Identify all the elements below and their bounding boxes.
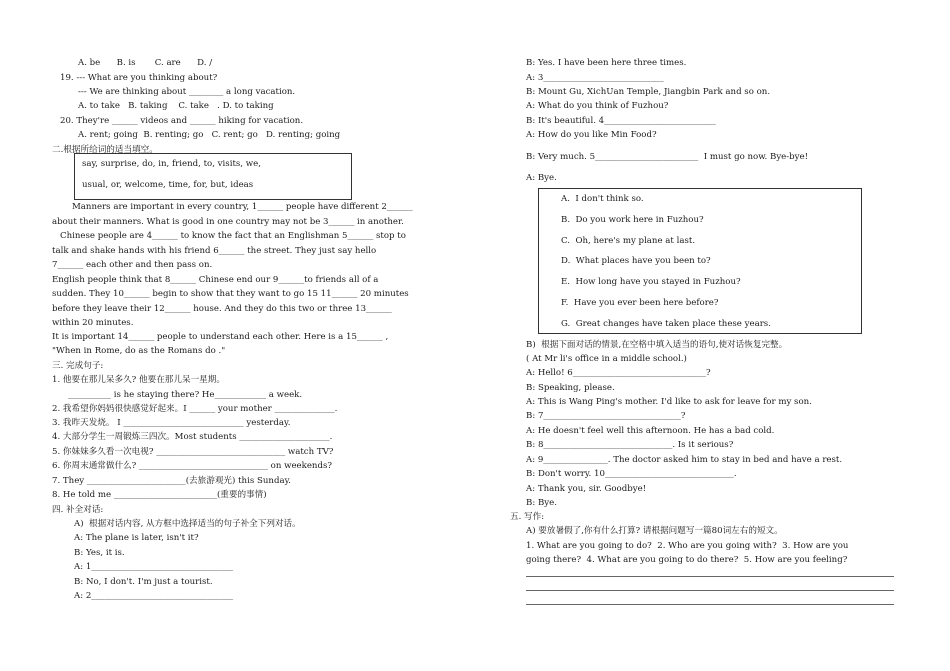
right-line: A: How do you like Min Food? (526, 130, 657, 140)
option-item: G. Great changes have taken place these years. (561, 318, 771, 329)
left-line: A: 2_________________________________ (74, 591, 234, 601)
option-item: B. Do you work here in Fuzhou? (561, 214, 704, 225)
writing-line (526, 590, 894, 591)
left-line: before they leave their 12______ house. And they do this two or three 13______ (52, 304, 392, 314)
right-line: A: He doesn't feel well this afternoon. He has a bad cold. (526, 426, 775, 436)
right-line: B: Very much. 5________________________ I must go now. Bye-bye! (526, 152, 809, 162)
left-line: B: No, I don't. I'm just a tourist. (74, 577, 213, 587)
left-line: A: 1_________________________________ (74, 562, 234, 572)
left-line: __________ is he staying there? He____________ a week. (68, 390, 303, 400)
word-bank-box (74, 153, 352, 200)
right-line: B: Mount Gu, XichUan Temple, Jiangbin Park and so on. (526, 87, 771, 97)
right-line: A) 要放暑假了,你有什么打算? 请根据问题写一篇80词左右的短文。 (526, 526, 783, 536)
left-line: A) 根据对话内容, 从方框中选择适当的句子补全下列对话。 (74, 519, 301, 529)
right-line: A: 3____________________________ (526, 73, 664, 83)
left-line: 19. --- What are you thinking about? (60, 73, 218, 83)
left-line: A. be B. is C. are D. / (78, 58, 213, 68)
left-line: A. rent; going B. renting; go C. rent; go D. renting; going (78, 130, 341, 140)
left-line: 四. 补全对话: (52, 505, 104, 515)
left-line: Chinese people are 4______ to know the fact that an Englishman 5______ stop to (60, 231, 406, 241)
right-line: A: This is Wang Ping's mother. I'd like to ask for leave for my son. (526, 397, 812, 407)
left-line: "When in Rome, do as the Romans do ." (52, 346, 226, 356)
left-line: talk and shake hands with his friend 6______ the street. They just say hello (52, 246, 377, 256)
word-bank-line-1: say, surprise, do, in, friend, to, visits, we, (82, 159, 261, 169)
left-line: 7. They _______________________(去旅游观光) this Sunday. (52, 476, 292, 486)
right-line: A: 9_______________. The doctor asked him to stay in bed and have a rest. (526, 455, 843, 465)
left-line: 6. 你周末通常做什么? ______________________________ on weekends? (52, 461, 332, 471)
left-line: 2. 我希望你妈妈很快感觉好起来。I ______ your mother ______________. (52, 404, 338, 414)
option-item: F. Have you ever been here before? (561, 298, 719, 308)
left-line: B: Yes, it is. (74, 548, 125, 558)
right-line: B: Don't worry. 10______________________________. (526, 469, 737, 479)
left-line: 8. He told me ________________________(重要的事情) (52, 490, 267, 500)
option-item: D. What places have you been to? (561, 256, 711, 267)
right-line: A: What do you think of Fuzhou? (526, 101, 669, 111)
right-line: ( At Mr li's office in a middle school.) (526, 354, 687, 364)
left-line: A: The plane is later, isn't it? (74, 533, 199, 543)
option-item: A. I don't think so. (561, 194, 644, 204)
writing-line (526, 604, 894, 605)
right-line: B: 7________________________________? (526, 411, 686, 421)
left-line: A. to take B. taking C. take . D. to taking (78, 101, 274, 111)
left-line: 二.根据所给词的适当填空。 (52, 145, 158, 155)
left-line: within 20 minutes. (52, 318, 134, 328)
right-line: B: 8______________________________. Is it serious? (526, 440, 734, 450)
left-line: 20. They're ______ videos and ______ hiking for vacation. (60, 116, 304, 126)
right-line: 五. 写作: (510, 512, 545, 522)
left-line: 5. 你妹妹多久看一次电视? ______________________________ watch TV? (52, 447, 334, 457)
right-line: 1. What are you going to do? 2. Who are you going with? 3. How are you (526, 541, 849, 551)
left-line: about their manners. What is good in one country may not be 3______ in another. (52, 217, 404, 227)
right-line: A: Bye. (526, 173, 557, 183)
right-line: B) 根据下面对话的情景,在空格中填入适当的语句,使对话恢复完整。 (526, 340, 788, 350)
writing-line (526, 576, 894, 577)
dialogue-options-box (538, 188, 862, 334)
left-line: 1. 他要在那儿呆多久? 他要在那儿呆一星期。 (52, 375, 225, 385)
left-line: 三. 完成句子: (52, 361, 104, 371)
left-line: Manners are important in every country, 1______ people have different 2______ (72, 202, 413, 212)
option-item: E. How long have you stayed in Fuzhou? (561, 277, 741, 288)
left-line: 7______ each other and then pass on. (52, 260, 213, 270)
right-line: A: Thank you, sir. Goodbye! (526, 484, 647, 494)
right-line: B: It's beautiful. 4__________________________ (526, 116, 716, 126)
left-line: 3. 我昨天发烧。 I ____________________________ yesterday. (52, 418, 291, 428)
left-line: sudden. They 10______ begin to show that they want to go 15 11______ 20 minutes (52, 289, 409, 299)
left-line: 4. 大部分学生一周锻炼三四次。Most students _____________________. (52, 432, 333, 442)
left-line: English people think that 8______ Chinese end our 9______to friends all of a (52, 275, 379, 285)
word-bank-line-2: usual, or, welcome, time, for, but, ideas (82, 180, 254, 190)
right-line: A: Hello! 6_______________________________? (526, 368, 711, 378)
left-line: It is important 14______ people to understand each other. Here is a 15______ , (52, 332, 389, 342)
left-line: --- We are thinking about ________ a long vacation. (78, 87, 296, 97)
right-line: B: Bye. (526, 498, 557, 508)
right-line: B: Yes. I have been here three times. (526, 58, 687, 68)
right-line: going there? 4. What are you going to do there? 5. How are you feeling? (526, 555, 848, 565)
option-item: C. Oh, here's my plane at last. (561, 235, 696, 246)
right-line: B: Speaking, please. (526, 383, 615, 393)
